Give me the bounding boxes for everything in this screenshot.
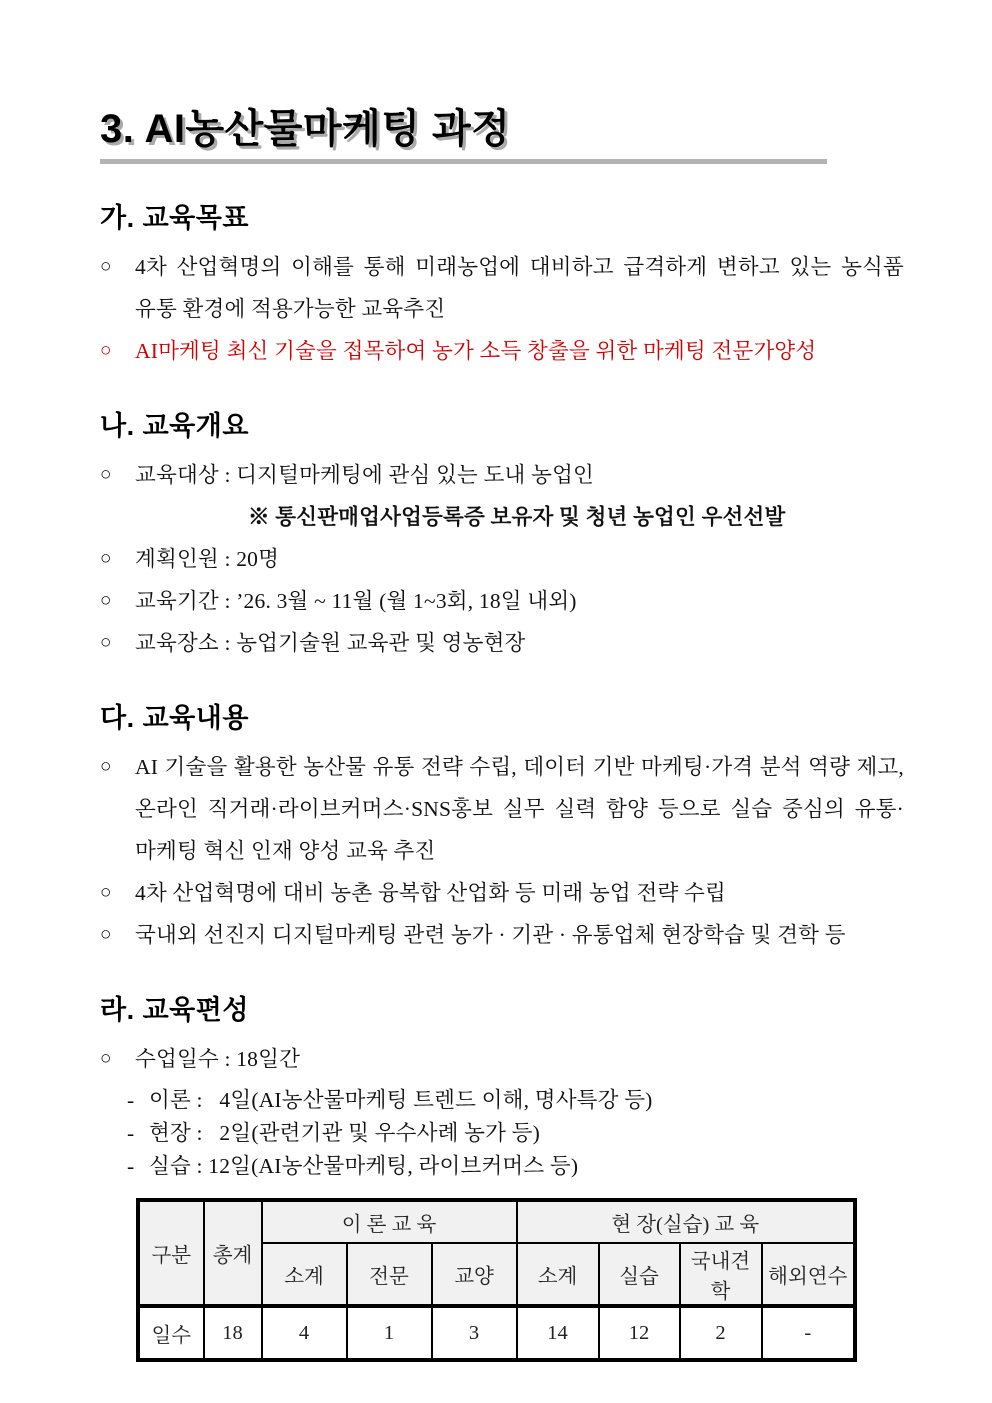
sub-list-item xyxy=(100,1084,904,1117)
circle-bullet-icon: ○ xyxy=(100,882,112,903)
sub-list-item xyxy=(100,1117,904,1150)
item-text: 현장 : 2일(관련기관 및 우수사례 농가 등) xyxy=(149,1121,540,1145)
table-group-field: 현 장(실습) 교 육 xyxy=(517,1201,855,1244)
table-total-header: 총계 xyxy=(204,1201,262,1307)
circle-bullet-icon: ○ xyxy=(100,340,112,361)
list-item xyxy=(100,1038,904,1080)
table-data-cell: 12 xyxy=(599,1306,680,1360)
page-title: 3. AI농산물마케팅 과정 xyxy=(100,107,511,151)
section-heading-composition: 라. 교육편성 xyxy=(100,995,249,1025)
table-data-cell: - xyxy=(762,1306,855,1360)
table-subheader: 실습 xyxy=(599,1243,680,1306)
circle-bullet-icon: ○ xyxy=(100,632,112,653)
section-content-items xyxy=(100,746,910,956)
table-subheader: 소계 xyxy=(517,1243,599,1306)
table-group-theory: 이 론 교 육 xyxy=(262,1201,517,1244)
item-text: 이론 : 4일(AI농산물마케팅 트렌드 이해, 명사특강 등) xyxy=(149,1088,653,1112)
table-corner-cell: 구분 xyxy=(139,1201,204,1307)
table-subheader: 해외연수 xyxy=(762,1243,855,1306)
table-data-cell: 14 xyxy=(517,1306,599,1360)
item-text: 수업일수 : 18일간 xyxy=(135,1047,301,1071)
dash-bullet-icon: - xyxy=(127,1088,135,1112)
table-row xyxy=(139,1306,855,1360)
section-composition-items xyxy=(100,1038,904,1183)
section-composition xyxy=(100,994,904,1361)
list-item-highlighted xyxy=(100,330,904,372)
section-goal-items xyxy=(100,246,910,372)
dash-bullet-icon: - xyxy=(127,1121,135,1145)
item-text: 계획인원 : 20명 xyxy=(135,547,280,571)
section-goal xyxy=(100,202,910,372)
composition-sub-items xyxy=(100,1084,904,1183)
circle-bullet-icon: ○ xyxy=(100,590,112,611)
note-text: ※ 통신판매업사업등록증 보유자 및 청년 농업인 우선선발 xyxy=(248,505,786,529)
item-text: AI마케팅 최신 기술을 접목하여 농가 소득 창출을 위한 마케팅 전문가양성 xyxy=(135,339,817,363)
table-data-cell: 3 xyxy=(432,1306,517,1360)
table-data-cell: 1 xyxy=(347,1306,432,1360)
list-item xyxy=(100,454,904,496)
circle-bullet-icon: ○ xyxy=(100,256,112,277)
title-divider xyxy=(100,159,827,164)
section-overview-items xyxy=(100,454,904,664)
item-text: 4차 산업혁명의 이해를 통해 미래농업에 대비하고 급격하게 변하고 있는 농식품 유통 환경에 적용가능한 교육추진 xyxy=(135,255,910,321)
circle-bullet-icon: ○ xyxy=(100,464,112,485)
table-subheader: 교양 xyxy=(432,1243,517,1306)
item-text: 실습 : 12일(AI농산물마케팅, 라이브커머스 등) xyxy=(149,1154,579,1178)
schedule-table xyxy=(137,1199,856,1361)
item-text: 교육기간 : ’26. 3월 ~ 11월 (월 1~3회, 18일 내외) xyxy=(135,589,577,613)
table-subheader: 전문 xyxy=(347,1243,432,1306)
list-item xyxy=(100,580,904,622)
table-row-label: 일수 xyxy=(139,1306,204,1360)
table-subheader: 소계 xyxy=(262,1243,347,1306)
table-data-cell: 18 xyxy=(204,1306,262,1360)
list-item xyxy=(100,246,910,330)
list-item xyxy=(100,872,904,914)
circle-bullet-icon: ○ xyxy=(100,548,112,569)
item-text: 국내외 선진지 디지털마케팅 관련 농가 · 기관 · 유통업체 현장학습 및 견학 등 xyxy=(135,923,846,947)
table-subheader: 국내견학 xyxy=(680,1243,762,1306)
circle-bullet-icon: ○ xyxy=(100,1048,112,1069)
section-heading-goal: 가. 교육목표 xyxy=(100,203,249,233)
section-content xyxy=(100,702,910,956)
circle-bullet-icon: ○ xyxy=(100,924,112,945)
item-text: AI 기술을 활용한 농산물 유통 전략 수립, 데이터 기반 마케팅·가격 분석 역량 제고, 온라인 직거래·라이브커머스·SNS홍보 실무 실력 함양 등으로 실습 중심의 유통·마케팅 혁신 인재 양성 교육 추진 xyxy=(135,755,910,863)
table-data-cell: 2 xyxy=(680,1306,762,1360)
list-item xyxy=(100,746,910,872)
item-text: 교육대상 : 디지털마케팅에 관심 있는 도내 농업인 xyxy=(135,463,595,487)
item-text: 교육장소 : 농업기술원 교육관 및 영농현장 xyxy=(135,631,526,655)
sub-list-item xyxy=(100,1150,904,1183)
list-item xyxy=(100,538,904,580)
section-heading-content: 다. 교육내용 xyxy=(100,703,249,733)
list-item xyxy=(100,914,904,956)
table-data-cell: 4 xyxy=(262,1306,347,1360)
item-text: 4차 산업혁명에 대비 농촌 융복합 산업화 등 미래 농업 전략 수립 xyxy=(135,881,726,905)
circle-bullet-icon: ○ xyxy=(100,756,112,777)
section-heading-overview: 나. 교육개요 xyxy=(100,411,249,441)
list-item xyxy=(100,622,904,664)
dash-bullet-icon: - xyxy=(127,1154,135,1178)
section-overview xyxy=(100,410,904,664)
